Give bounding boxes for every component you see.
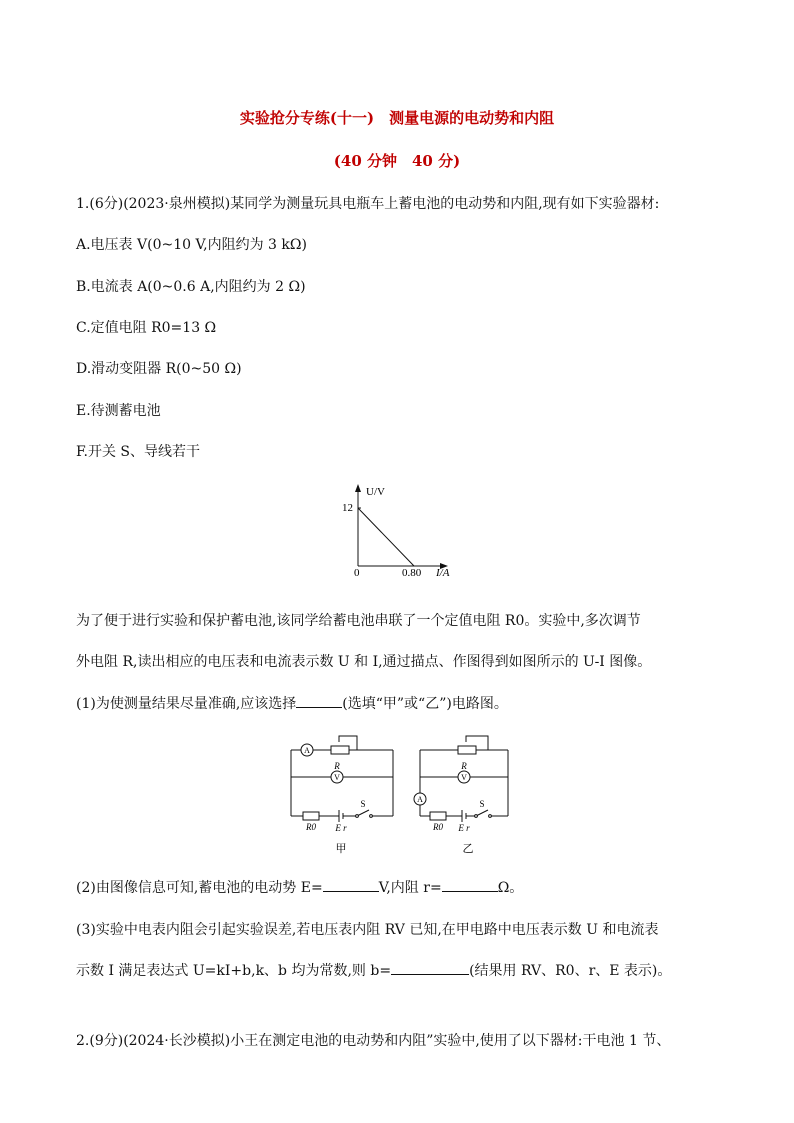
resistor-label: R0 — [306, 822, 316, 832]
sub-question-2-text-b: V,内阻 r= — [378, 880, 442, 896]
rheostat-label: R — [334, 761, 340, 771]
circuit-yi — [410, 730, 530, 858]
equipment-item-e: E.待测蓄电池 — [76, 403, 161, 419]
answer-blank-b[interactable] — [391, 962, 469, 975]
u-i-graph — [330, 478, 470, 582]
sub-question-3-text-a: 示数 I 满足表达式 U=kI+b,k、b 均为常数,则 b= — [76, 963, 392, 979]
origin-label: 0 — [354, 567, 360, 579]
y-tick-12: 12 — [342, 502, 353, 514]
page-title: 实验抢分专练(十一) 测量电源的电动势和内阻 — [239, 109, 555, 127]
paragraph-1: 为了便于进行实验和保护蓄电池,该同学给蓄电池串联了一个定值电阻 R0。实验中,多次调节 — [76, 613, 641, 629]
ammeter-icon: A — [417, 795, 423, 804]
equipment-item-f: F.开关 S、导线若干 — [76, 444, 201, 460]
equipment-item-a: A.电压表 V(0~10 V,内阻约为 3 kΩ) — [76, 237, 307, 253]
sub-question-2 — [76, 877, 523, 897]
equipment-item-b: B.电流表 A(0~0.6 A,内阻约为 2 Ω) — [76, 279, 306, 295]
resistor-label: R0 — [433, 822, 443, 832]
sub-question-3-line-1: (3)实验中电表内阻会引起实验误差,若电压表内阻 RV 已知,在甲电路中电压表示数 U 和电流表 — [76, 922, 659, 938]
x-axis-label: I/A — [436, 567, 450, 579]
question-1-intro: 1.(6分)(2023·泉州模拟)某同学为测量玩具电瓶车上蓄电池的电动势和内阻,现有如下实验器材: — [76, 196, 660, 212]
equipment-item-c: C.定值电阻 R0=13 Ω — [76, 320, 217, 336]
sub-question-1 — [76, 693, 508, 713]
sub-question-3-line-2 — [76, 960, 671, 980]
ammeter-icon: A — [304, 746, 310, 755]
battery-label: E r — [335, 823, 347, 833]
page-subtitle: (40 分钟 40 分) — [333, 152, 461, 170]
sub-question-2-text-c: Ω。 — [497, 880, 524, 896]
circuit-jia-caption: 甲 — [335, 843, 347, 855]
equipment-item-d: D.滑动变阻器 R(0~50 Ω) — [76, 361, 242, 377]
sub-question-2-text-a: (2)由图像信息可知,蓄电池的电动势 E= — [76, 880, 323, 896]
paragraph-2: 外电阻 R,读出相应的电压表和电流表示数 U 和 I,通过描点、作图得到如图所示的 U-I 图像。 — [76, 654, 652, 670]
question-2-intro: 2.(9分)(2024·长沙模拟)小王在测定电池的电动势和内阻”实验中,使用了以下器材:干电池 1 节、 — [76, 1033, 671, 1049]
voltmeter-icon: V — [461, 773, 467, 782]
answer-blank-emf[interactable] — [323, 879, 379, 892]
circuit-yi-caption: 乙 — [462, 843, 474, 855]
voltmeter-icon: V — [334, 773, 340, 782]
answer-blank-1[interactable] — [296, 695, 342, 708]
circuit-jia — [285, 730, 405, 858]
y-axis-label: U/V — [366, 486, 385, 498]
answer-blank-internal-resistance[interactable] — [442, 879, 498, 892]
u-i-line — [358, 508, 414, 566]
sub-question-1-text-b: (选填“甲”或“乙”)电路图。 — [342, 696, 508, 712]
battery-label: E r — [458, 823, 470, 833]
rheostat-label: R — [461, 761, 467, 771]
sub-question-1-text-a: (1)为使测量结果尽量准确,应该选择 — [76, 696, 297, 712]
switch-label: S — [360, 799, 366, 809]
x-tick-0-80: 0.80 — [402, 567, 422, 579]
sub-question-3-text-b: (结果用 RV、R0、r、E 表示)。 — [469, 963, 672, 979]
switch-label: S — [479, 799, 485, 809]
